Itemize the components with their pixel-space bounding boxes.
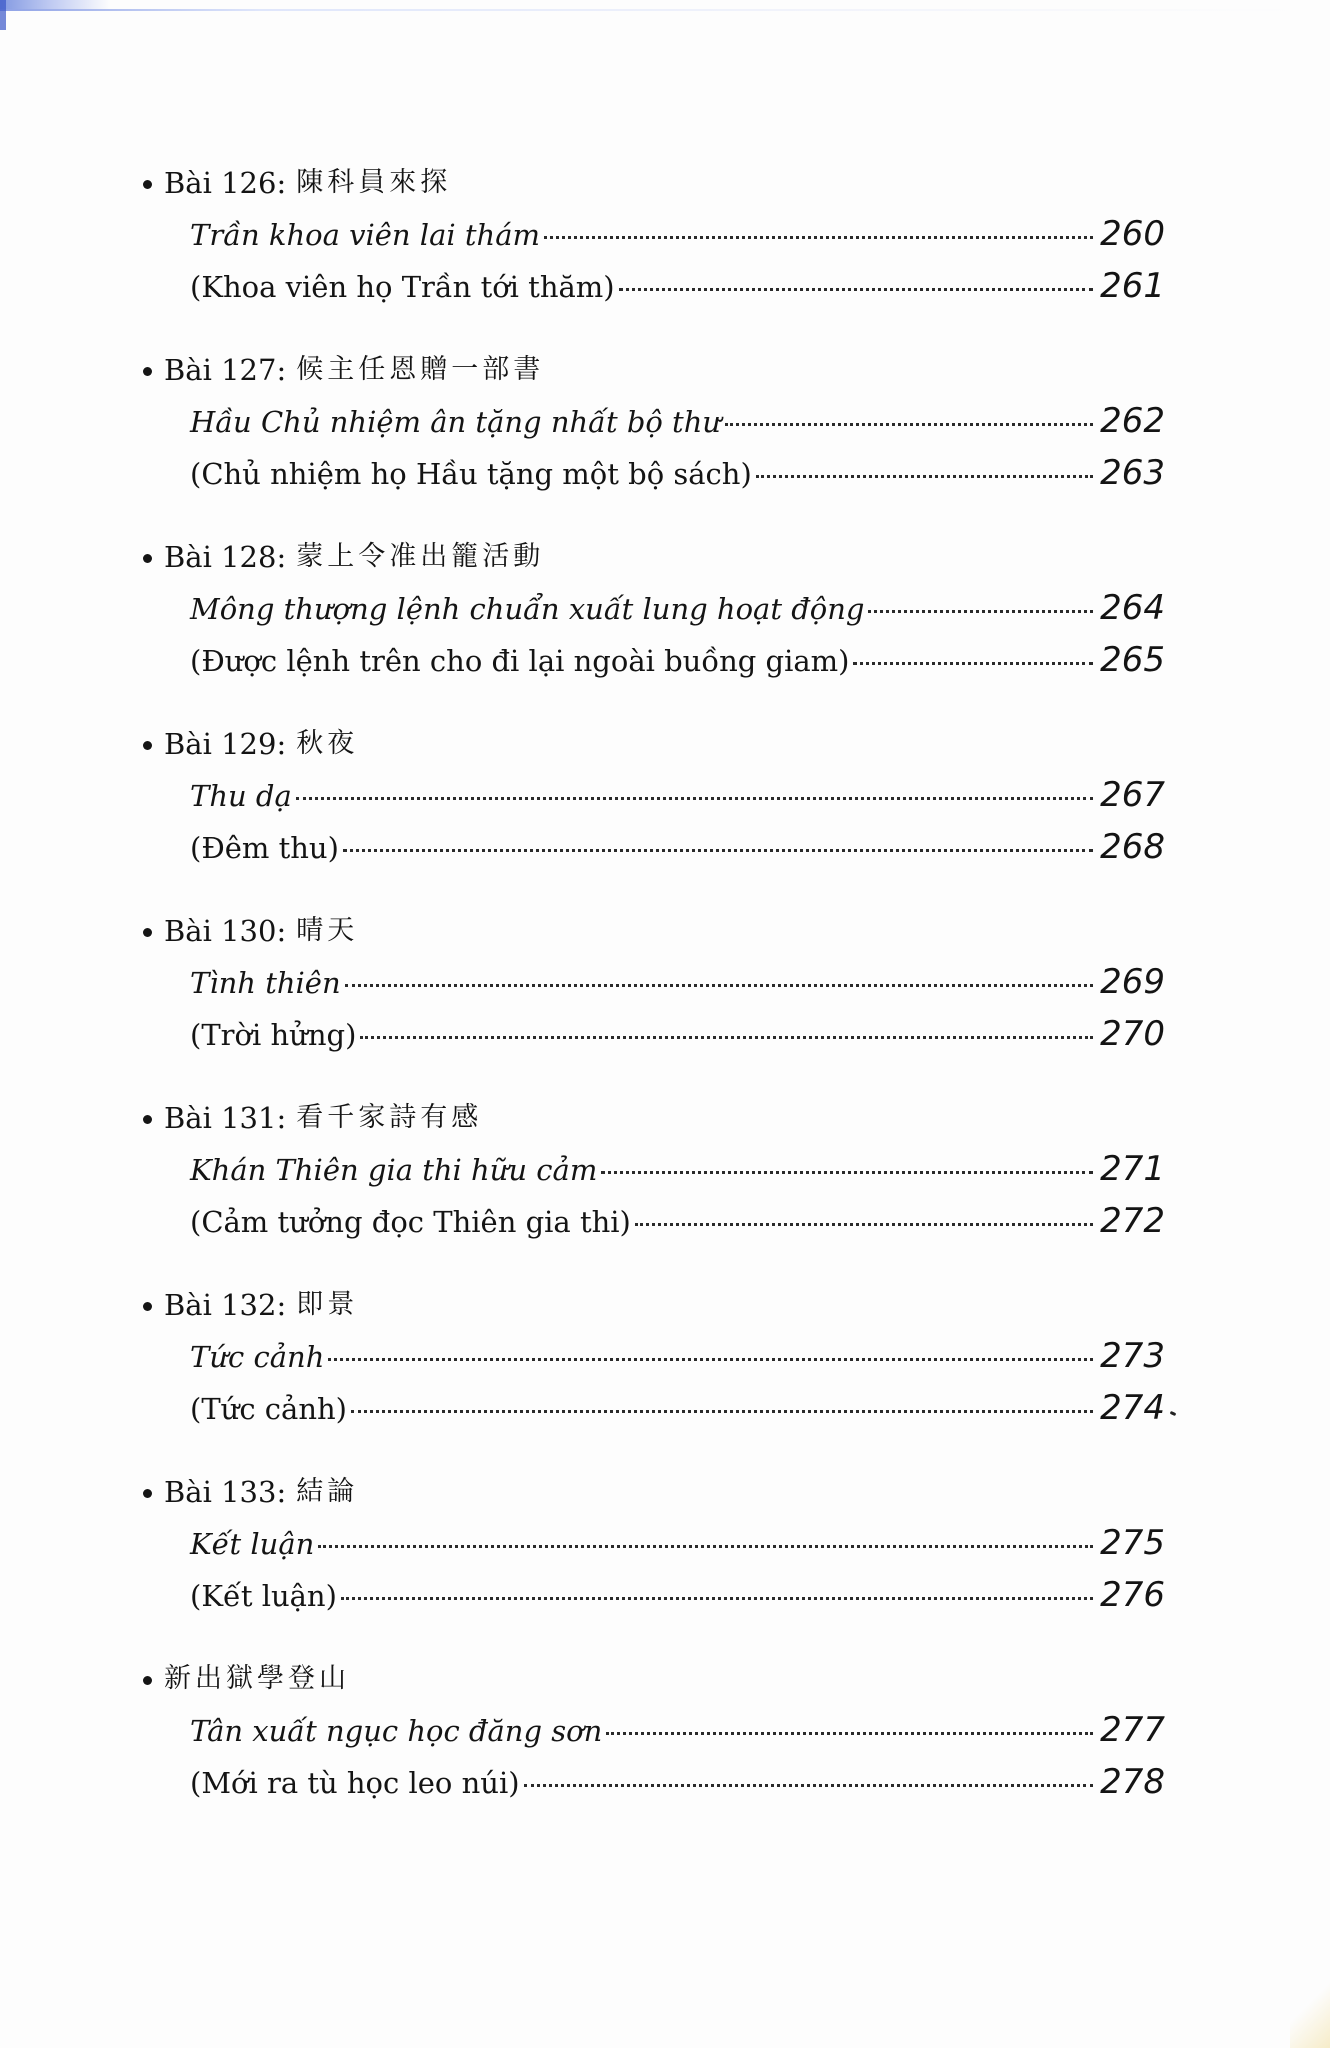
page-number: 262 xyxy=(1100,401,1165,441)
toc-line-translation[interactable] xyxy=(140,1756,1165,1808)
line-title: (Chủ nhiệm họ Hầu tặng một bộ sách) xyxy=(190,457,752,491)
toc-entry xyxy=(140,1093,1165,1247)
dot-leader xyxy=(296,797,1093,800)
dot-leader xyxy=(606,1732,1093,1735)
line-title: (Trời hửng) xyxy=(190,1018,357,1052)
dot-leader xyxy=(725,423,1093,426)
chinese-title: 秋夜 xyxy=(296,728,359,759)
page-number: 263 xyxy=(1100,453,1165,493)
page-number: 278 xyxy=(1100,1762,1165,1802)
entry-heading xyxy=(140,1093,1165,1143)
lesson-label: Bài 126: xyxy=(164,166,287,200)
line-title: Tức cảnh xyxy=(190,1340,325,1374)
toc-line-sino-vietnamese[interactable] xyxy=(140,208,1165,260)
toc-line-translation[interactable] xyxy=(140,1569,1165,1621)
line-title: (Khoa viên họ Trần tới thăm) xyxy=(190,270,615,304)
page-number: 265 xyxy=(1100,640,1165,680)
page-number: 260 xyxy=(1100,214,1165,254)
toc-entry xyxy=(140,158,1165,312)
page-number: 269 xyxy=(1100,962,1165,1002)
dot-leader xyxy=(544,236,1093,239)
bullet-icon xyxy=(143,741,152,750)
bullet-icon xyxy=(143,928,152,937)
page-number: 267 xyxy=(1100,775,1165,815)
toc-line-sino-vietnamese[interactable] xyxy=(140,1704,1165,1756)
lesson-label: Bài 127: xyxy=(164,353,287,387)
line-title: Kết luận xyxy=(190,1527,315,1561)
dot-leader xyxy=(868,610,1093,613)
bullet-icon xyxy=(143,180,152,189)
dot-leader xyxy=(328,1358,1093,1361)
chinese-title: 新出獄學登山 xyxy=(164,1663,350,1694)
entry-heading xyxy=(140,719,1165,769)
line-title: Tình thiên xyxy=(190,966,341,1000)
entry-heading xyxy=(140,1654,1165,1704)
table-of-contents xyxy=(140,158,1165,1841)
lesson-label: Bài 128: xyxy=(164,540,287,574)
dot-leader xyxy=(360,1036,1093,1039)
toc-line-sino-vietnamese[interactable] xyxy=(140,769,1165,821)
page-number: 268 xyxy=(1100,827,1165,867)
page-number: 271 xyxy=(1100,1149,1165,1189)
page-number: 273 xyxy=(1100,1336,1165,1376)
scan-edge-line xyxy=(0,9,1300,11)
page-number: 276 xyxy=(1100,1575,1165,1615)
toc-entry xyxy=(140,1467,1165,1621)
entry-heading xyxy=(140,158,1165,208)
toc-entry xyxy=(140,719,1165,873)
lesson-label: Bài 129: xyxy=(164,727,287,761)
bullet-icon xyxy=(143,367,152,376)
lesson-label: Bài 132: xyxy=(164,1288,287,1322)
dot-leader xyxy=(601,1171,1093,1174)
scan-edge-left xyxy=(0,0,6,30)
chinese-title: 候主任恩贈一部書 xyxy=(296,354,545,385)
dot-leader xyxy=(345,984,1093,987)
dot-leader xyxy=(318,1545,1093,1548)
bullet-icon xyxy=(143,554,152,563)
toc-line-sino-vietnamese[interactable] xyxy=(140,1517,1165,1569)
bullet-icon xyxy=(143,1489,152,1498)
toc-line-sino-vietnamese[interactable] xyxy=(140,395,1165,447)
toc-line-translation[interactable] xyxy=(140,821,1165,873)
toc-line-translation[interactable] xyxy=(140,634,1165,686)
toc-entry xyxy=(140,1654,1165,1808)
page-number: 277 xyxy=(1100,1710,1165,1750)
toc-line-translation[interactable] xyxy=(140,260,1165,312)
entry-heading xyxy=(140,1467,1165,1517)
line-title: Mông thượng lệnh chuẩn xuất lung hoạt động xyxy=(190,592,865,626)
toc-line-sino-vietnamese[interactable] xyxy=(140,582,1165,634)
toc-line-sino-vietnamese[interactable] xyxy=(140,1143,1165,1195)
toc-entry xyxy=(140,532,1165,686)
dot-leader xyxy=(341,1597,1093,1600)
line-title: (Kết luận) xyxy=(190,1579,337,1613)
bullet-icon xyxy=(143,1115,152,1124)
line-title: (Cảm tưởng đọc Thiên gia thi) xyxy=(190,1205,631,1239)
dot-leader xyxy=(756,475,1093,478)
line-title: Trần khoa viên lai thám xyxy=(190,218,540,252)
entry-heading xyxy=(140,906,1165,956)
lesson-label: Bài 130: xyxy=(164,914,287,948)
toc-line-translation[interactable] xyxy=(140,1008,1165,1060)
toc-line-translation[interactable] xyxy=(140,447,1165,499)
line-title: (Mới ra tù học leo núi) xyxy=(190,1766,520,1800)
dot-leader xyxy=(619,288,1093,291)
toc-line-translation[interactable] xyxy=(140,1195,1165,1247)
bullet-icon xyxy=(143,1676,152,1685)
page-number: 261 xyxy=(1100,266,1165,306)
line-title: (Đêm thu) xyxy=(190,831,339,865)
toc-entry xyxy=(140,345,1165,499)
dot-leader xyxy=(853,662,1093,665)
toc-entry xyxy=(140,1280,1165,1434)
lesson-label: Bài 133: xyxy=(164,1475,287,1509)
entry-heading xyxy=(140,532,1165,582)
dot-leader xyxy=(343,849,1093,852)
line-title: Khán Thiên gia thi hữu cảm xyxy=(190,1153,598,1187)
dot-leader xyxy=(351,1410,1093,1413)
line-title: (Tức cảnh) xyxy=(190,1392,347,1426)
bullet-icon xyxy=(143,1302,152,1311)
page-corner-stain xyxy=(1290,1978,1330,2048)
line-title: (Được lệnh trên cho đi lại ngoài buồng giam) xyxy=(190,644,850,678)
entry-heading xyxy=(140,1280,1165,1330)
dot-leader xyxy=(635,1223,1093,1226)
chinese-title: 晴天 xyxy=(296,915,359,946)
page-number: 264 xyxy=(1100,588,1165,628)
page-number: 274 xyxy=(1100,1388,1165,1428)
chinese-title: 蒙上令准出籠活動 xyxy=(296,541,545,572)
line-title: Tân xuất ngục học đăng sơn xyxy=(190,1714,603,1748)
ink-speck xyxy=(1170,1411,1177,1416)
page-number: 272 xyxy=(1100,1201,1165,1241)
toc-entry xyxy=(140,906,1165,1060)
toc-line-translation[interactable] xyxy=(140,1382,1165,1434)
line-title: Thu dạ xyxy=(190,779,292,813)
entry-heading xyxy=(140,345,1165,395)
page-number: 270 xyxy=(1100,1014,1165,1054)
dot-leader xyxy=(524,1784,1093,1787)
chinese-title: 結論 xyxy=(296,1476,359,1507)
lesson-label: Bài 131: xyxy=(164,1101,287,1135)
chinese-title: 看千家詩有感 xyxy=(296,1102,483,1133)
toc-line-sino-vietnamese[interactable] xyxy=(140,956,1165,1008)
toc-line-sino-vietnamese[interactable] xyxy=(140,1330,1165,1382)
page-number: 275 xyxy=(1100,1523,1165,1563)
chinese-title: 即景 xyxy=(296,1289,359,1320)
line-title: Hầu Chủ nhiệm ân tặng nhất bộ thư xyxy=(190,405,722,439)
chinese-title: 陳科員來探 xyxy=(296,167,452,198)
